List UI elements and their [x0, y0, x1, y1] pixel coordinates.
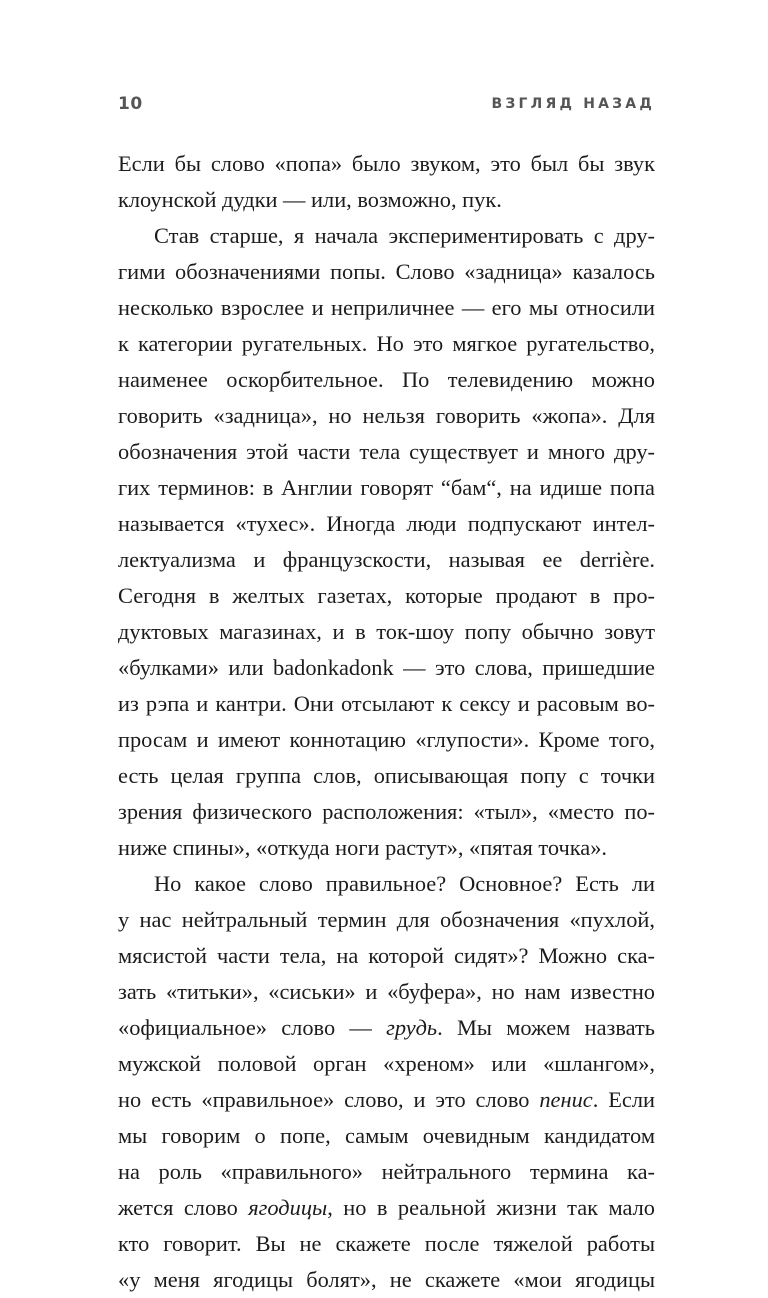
- text-line-with-emphasis: [118, 1190, 655, 1226]
- text-line: у нас нейтральный термин для обозначения «пухлой,: [118, 907, 655, 932]
- text-line: «у меня ягодицы болят», не скажете «мои ягодицы: [118, 1267, 655, 1292]
- text-line: просам и имеют коннотацию «глупости». Кроме того,: [118, 727, 655, 752]
- text-line: мужской половой орган «хреном» или «шлангом»,: [118, 1051, 655, 1076]
- text-line: называется «тухес». Иногда люди подпускают интел-: [118, 511, 655, 536]
- text-line: несколько взрослее и неприличнее — его мы относили: [118, 295, 655, 320]
- text-segment: . Если: [592, 1087, 655, 1112]
- text-line: к категории ругательных. Но это мягкое ругательство,: [118, 331, 655, 356]
- text-line: зать «титьки», «сиськи» и «буфера», но нам известно: [118, 979, 655, 1004]
- text-segment: . Мы можем назвать: [437, 1015, 655, 1040]
- text-line: Сегодня в желтых газетах, которые продают в про-: [118, 583, 655, 608]
- emphasized-word: грудь: [386, 1015, 438, 1040]
- text-line: из рэпа и кантри. Они отсылают к сексу и расовым во-: [118, 691, 655, 716]
- text-line: гих терминов: в Англии говорят “бам“, на идише попа: [118, 475, 655, 500]
- text-line: обозначения этой части тела существует и много дру-: [118, 439, 655, 464]
- text-line-with-emphasis: [118, 1082, 655, 1118]
- text-line: кто говорит. Вы не скажете после тяжелой работы: [118, 1231, 655, 1256]
- body-text: [118, 146, 655, 1298]
- running-head: [118, 92, 655, 116]
- paragraph-first-line: Став старше, я начала экспериментировать с дру-: [154, 223, 655, 248]
- text-line: Если бы слово «попа» было звуком, это был бы звук: [118, 151, 655, 176]
- page-number: 10: [118, 94, 143, 114]
- emphasized-word: пенис: [539, 1087, 593, 1112]
- text-line: дуктовых магазинах, и в ток-шоу попу обычно зовут: [118, 619, 655, 644]
- text-line: гими обозначениями попы. Слово «задница» казалось: [118, 259, 655, 284]
- text-segment: «официальное» слово —: [118, 1015, 387, 1040]
- paragraph-first-line: Но какое слово правильное? Основное? Есть ли: [154, 871, 655, 896]
- text-line: зрения физического расположения: «тыл», «место по-: [118, 799, 655, 824]
- text-line: «булками» или badonkadonk — это слова, пришедшие: [118, 655, 655, 680]
- section-title: ВЗГЛЯД НАЗАД: [491, 96, 655, 112]
- text-line: мясистой части тела, на которой сидят»? Можно ска-: [118, 943, 655, 968]
- text-line: лектуализма и французскости, называя ее derrière.: [118, 547, 655, 572]
- emphasized-word: ягодицы: [248, 1195, 328, 1220]
- text-segment: жется слово: [118, 1195, 249, 1220]
- text-line: мы говорим о попе, самым очевидным кандидатом: [118, 1123, 655, 1148]
- text-segment: , но в реальной жизни так мало: [327, 1195, 655, 1220]
- text-line: на роль «правильного» нейтрального термина ка-: [118, 1159, 655, 1184]
- text-line: есть целая группа слов, описывающая попу с точки: [118, 763, 655, 788]
- text-segment: но есть «правильное» слово, и это слово: [118, 1087, 540, 1112]
- text-line: наименее оскорбительное. По телевидению можно: [118, 367, 655, 392]
- text-line: говорить «задница», но нельзя говорить «жопа». Для: [118, 403, 655, 428]
- text-line: клоунской дудки — или, возможно, пук.: [118, 187, 502, 212]
- text-line-with-emphasis: [118, 1010, 655, 1046]
- text-line: ниже спины», «откуда ноги растут», «пятая точка».: [118, 835, 608, 860]
